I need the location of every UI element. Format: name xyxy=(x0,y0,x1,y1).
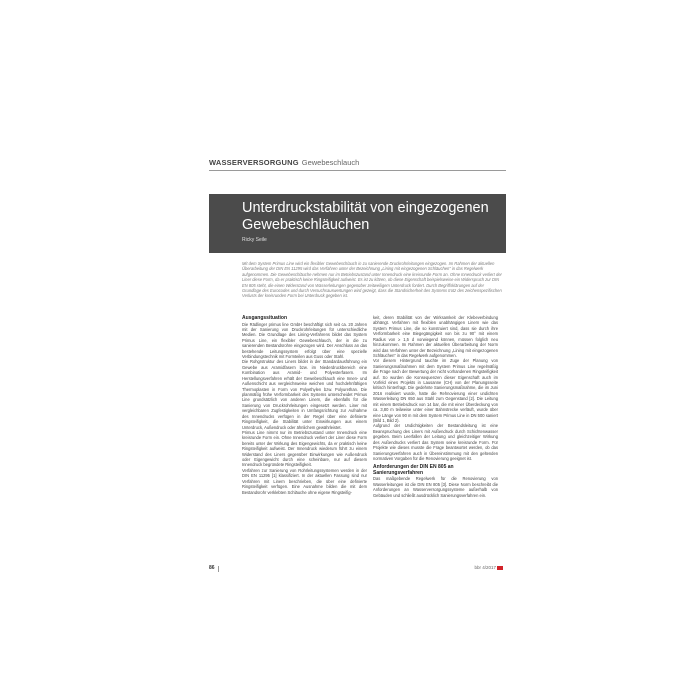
page-number-divider xyxy=(218,566,219,572)
paragraph: Primus Line nimmt nur im Betriebszustand unter Innendruck eine kreisrunde Form ein. Ohne Innendruck verliert der Liner diese Form bereits unter der Wirkung des Eigengewichts, da er praktisch keine Ringsteifigkeit aufweist. Der Innendruck wiederum führt zu einem Widerstand des Liners gegenüber Einwirkungen wie Außendruck oder Eigengewicht durch eine scheinbare, nur auf diesem Innendruck begründete Ringsteifigkeit. xyxy=(242,429,367,468)
paragraph: Verfahren zur Sanierung von Rohrleitungssystemen werden in der DIN EN 11295 [1] klassifiziert. In der aktuellen Fassung sind nur Verfahren mit Linern beschrieben, die über eine definierte Ringsteifigkeit verfügen. Eine Ausnahme bilden die mit dem Bestandsrohr verklebten Schläuche ohne eigene Ringsteifig- xyxy=(242,467,367,495)
section-heading-anforderungen: Anforderungen der DIN EN 805 an Sanierungsverfahren xyxy=(373,463,454,476)
paragraph: Vor diesem Hintergrund tauchte im Zuge der Planung von Sanierungsmaßnahmen mit dem System Primus Line regelmäßig die Frage nach der Bewertung der nicht vorhandenen Ringsteifigkeit auf. So wurden die Konsequenzen dieser Eigenschaft auch im Vorfeld eines Projekts in Lausanne (CH) von der Planungsseite kritisch hinterfragt. Die gedehnte Sanierungsmaßnahme, die im Juni 2016 realisiert wurde, hatte die Rehnovierung einer undichten Wasserleitung DN 650 aus Stahl zum Gegenstand [2]. Die Leitung mit einem Betriebsdruck von 14 bar, die mit einer Überdeckung von ca. 3,80 m teilweise unter einer Bahnstrecke verläuft, wurde über eine Länge von 90 m mit dem System Primus Line in DN 500 saniert (Bild 1, Bild 2). xyxy=(373,358,498,424)
section-subtitle: Gewebeschlauch xyxy=(301,158,360,167)
magazine-logo-icon xyxy=(497,566,503,570)
issue-footer xyxy=(474,565,503,570)
text-column-left xyxy=(242,315,367,495)
article-author: Ricky Seile xyxy=(242,237,267,243)
article-title: Unterdruckstabilität von eingezogenen Gewebeschläuchen xyxy=(242,200,489,233)
section-header xyxy=(209,158,506,168)
header-divider xyxy=(209,170,506,171)
section-title: WASSERVERSORGUNG xyxy=(209,158,299,167)
paragraph: Die Rädlinger primus line GmbH beschäftigt sich seit ca. 20 Jahren mit der Sanierung von Druckrohrleitungen für unterschiedliche Medien. Die Grundlage des Lining-Verfahrens bildet das System Primus Line, ein flexibler Gewebeschlauch, der in die zu sanierenden Bestandsrohre eingezogen wird. Der Anschluss an das bestehende Leitungssystem erfolgt über eine spezielle Verbindungstechnik mit Formteilen aus Guss oder Stahl. xyxy=(242,321,367,360)
paragraph: keit, deren Stabilität von der Wirksamkeit der Klebeverbindung abhängt. Verfahren mit flexiblen unabhängigen Linern wie das System Primus Line, die so konstruiert sind, dass sie durch ihre Verformbarkeit eine Biegegängigkeit von bis zu 90° mit einem Radius von ≥ 1,5 d vorwiegend können, müssen folglich neu hinzukommen. Im Rahmen der aktuellen Überarbeitung der Norm wird das Verfahren unter der Bezeichnung „Lining mit eingezogenen Schläuchen“ in das Regelwerk aufgenommen. xyxy=(373,315,498,358)
paragraph: Das maßgebende Regelwerk für die Renovierung von Wasserleitungen ist die DIN EN 805 [3]. Diese Norm beschreibt die Anforderungen an Wasserversorgungssysteme außerhalb von Gebäuden und schließt ausdrücklich Sanierungsverfahren ein. xyxy=(373,476,498,498)
paragraph: Die Rohgrstruktur des Liners bildet in der Standardausführung ein Gewebe aus Aramidfasern bzw. im Niederdruckbereich eine Kombination aus Aramid- und Polyesterfasern. Im Herstellungsverfahren erhält der Gewebeschlauch eine Innen- und Außenschicht aus vergleichsweise weichen und hochdehnfähigen Thermoplasten in Form von Polyethylen bzw. Polyurethan. Die planmäßig frühe Verformbarkeit des Systems unterscheidet Primus Line grundsätzlich von anderen Linern, die ebenfalls für die Sanierung von Druckrohrleitungen eingesetzt werden. Liner mit vergleichbaren Zugfestigkeiten in Umfangsrichtung zur Aufnahme des Innendrucks verfügen in der Regel über eine definierte Ringsteifigkeit, die Stabilität unter Einwirkungen aus einem Unterdruck, Außendruck oder ähnlichem gewährleistet. xyxy=(242,359,367,430)
article-lead: Mit dem System Primus Line wird ein flexibler Gewebeschlauch in zu sanierende Druckrohrleitungen eingezogen. Im Rahmen der aktuellen Überarbeitung der DIN EN 11295 wird das Verfahren unter der Bezeichnung „Lining mit eingezogenen Schläuchen“ in das Regelwerk aufgenommen. Die Gewebeschläuche nehmen nur im Betriebszustand unter Innendruck eine kreisrunde Form an. Ohne Innendruck verliert der Liner diese Form, da er praktisch keine Ringsteifigkeit aufweist. Es ist zu klären, ob diese Eigenschaft beispielsweise ein Widerspruch zur DIN EN 805 steht, die einen Widerstand von Wasserleitungen gegenüber zeitweiligem Unterdruck fordert. Durch Begriffsklärungen auf der Grundlage des Eurocodes und durch Versuchsauswertungen wird gezeigt, dass die Standsicherheit des Systems trotz des zeichenspezifischen Verlusts der kreisrunden Form bei Unterdruck gegeben ist. xyxy=(242,261,502,299)
page-number: 86 xyxy=(209,565,215,571)
issue-label: bbr 4/2017 xyxy=(474,565,496,570)
paragraph: Aufgrund der Undichtigkeiten der Bestandsleitung ist eine Beanspruchung des Liners mit Außendruck durch Schichtenwasser gegeben. Beim Leerfallen der Leitung und gleichzeitiger Wirkung des Außendrucks verliert das System seine kreisrunde Form. Für Projekte wie dieses musste die Frage beantwortet werden, ob das Sanierungsverfahren auch in Übereinstimmung mit den geltenden normativen Vorgaben für die Renovierung geeignet ist. xyxy=(373,423,498,461)
text-column-right xyxy=(373,315,498,498)
section-heading-ausgangssituation: Ausgangssituation xyxy=(242,315,288,321)
